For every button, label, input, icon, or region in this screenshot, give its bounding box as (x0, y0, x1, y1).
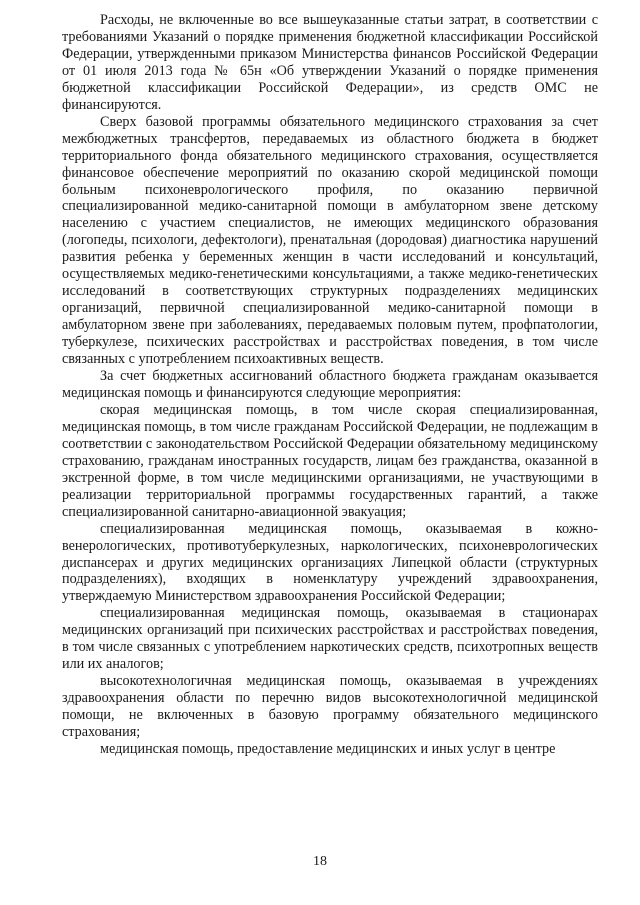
paragraph-regional-budget: За счет бюджетных ассигнований областного бюджета гражданам оказывается медицинская помощь и финансируются следующие мероприятия: (62, 368, 598, 401)
document-body (62, 12, 598, 758)
page-number: 18 (313, 854, 327, 869)
paragraph-specialized-dispensaries: специализированная медицинская помощь, оказываемая в кожно-венерологических, противотуберкулезных, наркологических, психоневрологических диспансерах и других медицинских организациях Липецкой области (структурных подразделениях), входящих в номенклатуру учреждений здравоохранения, утверждаемую Министерством здравоохранения Российской Федерации; (62, 520, 598, 605)
paragraph-emergency-care: скорая медицинская помощь, в том числе скорая специализированная, медицинская помощь, в том числе гражданам Российской Федерации, не подлежащим в соответствии с законодательством Российской Федерации обязательному медицинскому страхованию, гражданам иностранных государств, лицам без гражданства, оказанной в экстренной форме, в том числе медицинскими организациями, не участвующими в реализации территориальной программы государственных гарантий, а также специализированной санитарно-авиационной эвакуация; (62, 401, 598, 520)
paragraph-high-tech-care: высокотехнологичная медицинская помощь, оказываемая в учреждениях здравоохранения области по перечню видов высокотехнологичной медицинской помощи, не включенных в базовую программу обязательного медицинского страхования; (62, 673, 598, 741)
paragraph-oms-expenses: Расходы, не включенные во все вышеуказанные статьи затрат, в соответствии с требованиями Указаний о порядке применения бюджетной классификации Российской Федерации, утвержденными приказом Министерства финансов Российской Федерации от 01 июля 2013 года № 65н «Об утверждении Указаний о порядке применения бюджетной классификации Российской Федерации», из средств ОМС не финансируются. (62, 12, 598, 113)
paragraph-interbudget-transfers: Сверх базовой программы обязательного медицинского страхования за счет межбюджетных трансфертов, передаваемых из областного бюджета в бюджет территориального фонда обязательного медицинского страхования, осуществляется финансовое обеспечение мероприятий по оказанию скорой медицинской помощи больным психоневрологического профиля, по оказанию первичной специализированной медико-санитарной помощи в амбулаторном звене детскому населению с участием специалистов, не имеющих медицинского образования (логопеды, психологи, дефектологи), пренатальная (дородовая) диагностика нарушений развития ребенка у беременных женщин в части исследований и консультаций, осуществляемых медико-генетическими консультациями, а также медико-генетических исследований в соответствующих структурных подразделениях медицинских организаций, первичной специализированной медико-санитарной помощи в амбулаторном звене при заболеваниях, передаваемых половым путем, профпатологии, туберкулезе, психических расстройствах и расстройствах поведения, в том числе связанных с употреблением психоактивных веществ. (62, 113, 598, 368)
paragraph-medical-services-center: медицинская помощь, предоставление медицинских и иных услуг в центре (100, 740, 556, 757)
paragraph-psychiatric-hospitals: специализированная медицинская помощь, оказываемая в стационарах медицинских организаций при психических расстройствах и расстройствах поведения, в том числе связанных с употреблением наркотических средств, психотропных веществ или их аналогов; (62, 605, 598, 673)
